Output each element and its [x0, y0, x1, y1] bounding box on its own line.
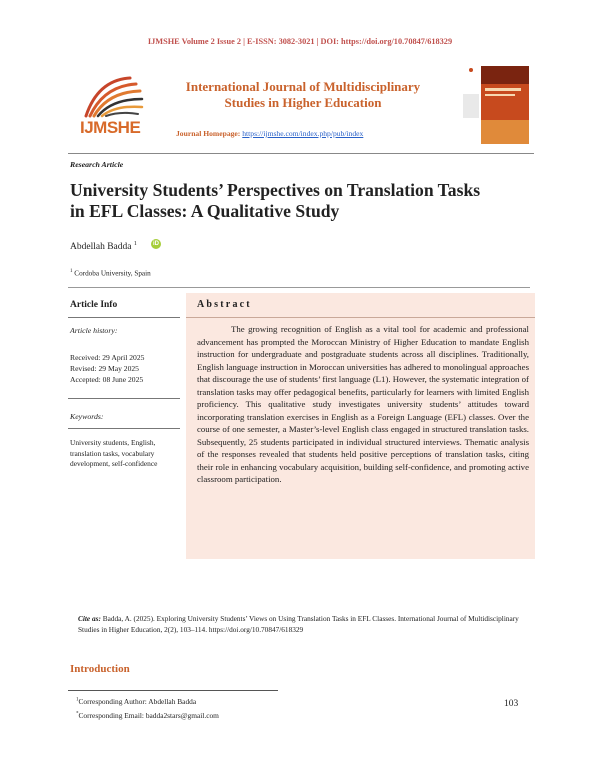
- keywords-list: University students, English, translation tasks, vocabulary development, self-confidence: [70, 438, 158, 468]
- orcid-icon[interactable]: iD: [153, 241, 159, 247]
- accepted-date: Accepted: 08 June 2025: [70, 375, 144, 384]
- author-sup: 1: [133, 241, 137, 247]
- fn2-sup: *: [76, 711, 79, 717]
- affiliation-sup: 1: [70, 269, 73, 274]
- footnote-corresponding-author: [76, 697, 196, 706]
- keywords-label: Keywords:: [70, 412, 104, 421]
- abstract-heading: Abstract: [197, 299, 252, 310]
- journal-issue-line: IJMSHE Volume 2 Issue 2 | E-ISSN: 3082-3021 | DOI: https://doi.org/10.70847/618329: [147, 37, 453, 46]
- article-type: Research Article: [70, 160, 124, 169]
- title-line2: in EFL Classes: A Qualitative Study: [70, 201, 340, 221]
- journal-cover-image: [463, 64, 531, 146]
- fn2-text: Corresponding Email: badda2stars@gmail.com: [78, 711, 219, 720]
- footnote-rule: [68, 690, 278, 691]
- fn1-sup: 1: [76, 697, 79, 703]
- citation: [78, 613, 538, 635]
- revised-date: Revised: 29 May 2025: [70, 364, 139, 373]
- header-rule: [68, 153, 534, 154]
- citation-text: Badda, A. (2025). Exploring University Students’ Views on Using Translation Tasks in EFL Classes. International Journal of Multidisciplinary Studies in Higher Education, 2(2), 103–114. https://doi.org/10.70847/618329: [78, 614, 519, 634]
- abstract-text: The growing recognition of English as a vital tool for academic and professional advancement has prompted the Moroccan Ministry of Higher Education to mandate English instruction for undergraduate and postgraduate students across all disciplines. Traditionally, English language instruction in Moroccan universities has adhered to monolingual approaches that discourage the use of students’ first language (L1). However, the systematic integration of translation tasks may offer pedagogical benefits, particularly for learners with limited English proficiency. This qualitative study investigates university students’ attitudes toward incorporating translation exercises in English as a Foreign Language (EFL) classes. Over the course of one semester, a Master’s-level English class engaged in structured translation tasks. Subsequently, 25 students participated in individual structured interviews. Thematic analysis of the responses revealed that students held positive perceptions of translation tasks, citing their role in enhancing vocabulary acquisition, building self-confidence, and promoting active classroom participation.: [197, 324, 529, 484]
- journal-name-line1: International Journal of Multidisciplinary: [185, 79, 421, 94]
- journal-name-line2: Studies in Higher Education: [224, 95, 382, 110]
- page-number: 103: [504, 699, 519, 709]
- author: [70, 241, 137, 252]
- logo-text: IJMSHE: [80, 118, 141, 137]
- section-rule: [68, 287, 530, 288]
- received-date: Received: 29 April 2025: [70, 353, 145, 362]
- citation-label: Cite as:: [78, 614, 101, 623]
- homepage-label: Journal Homepage:: [176, 129, 241, 138]
- history-dates: [70, 352, 144, 385]
- affiliation-text: Cordoba University, Spain: [74, 269, 151, 278]
- author-name: Abdellah Badda: [70, 242, 132, 253]
- info-rule-3: [68, 428, 180, 429]
- info-rule-2: [68, 398, 180, 399]
- article-info-heading: Article Info: [70, 300, 118, 310]
- journal-name: [170, 79, 436, 111]
- introduction-heading: Introduction: [70, 663, 130, 675]
- affiliation: [70, 269, 151, 277]
- info-rule-1: [68, 317, 180, 318]
- journal-homepage: [176, 129, 456, 138]
- abstract-rule: [186, 317, 535, 318]
- homepage-link[interactable]: https://ijmshe.com/index.php/pub/index: [242, 129, 364, 138]
- footnote-corresponding-email: [76, 711, 219, 720]
- logo-feather-icon: [78, 70, 158, 120]
- article-title: [70, 180, 530, 222]
- fn1-text: Corresponding Author: Abdellah Badda: [78, 697, 197, 706]
- title-line1: University Students’ Perspectives on Translation Tasks: [70, 180, 481, 200]
- history-label: Article history:: [70, 326, 118, 335]
